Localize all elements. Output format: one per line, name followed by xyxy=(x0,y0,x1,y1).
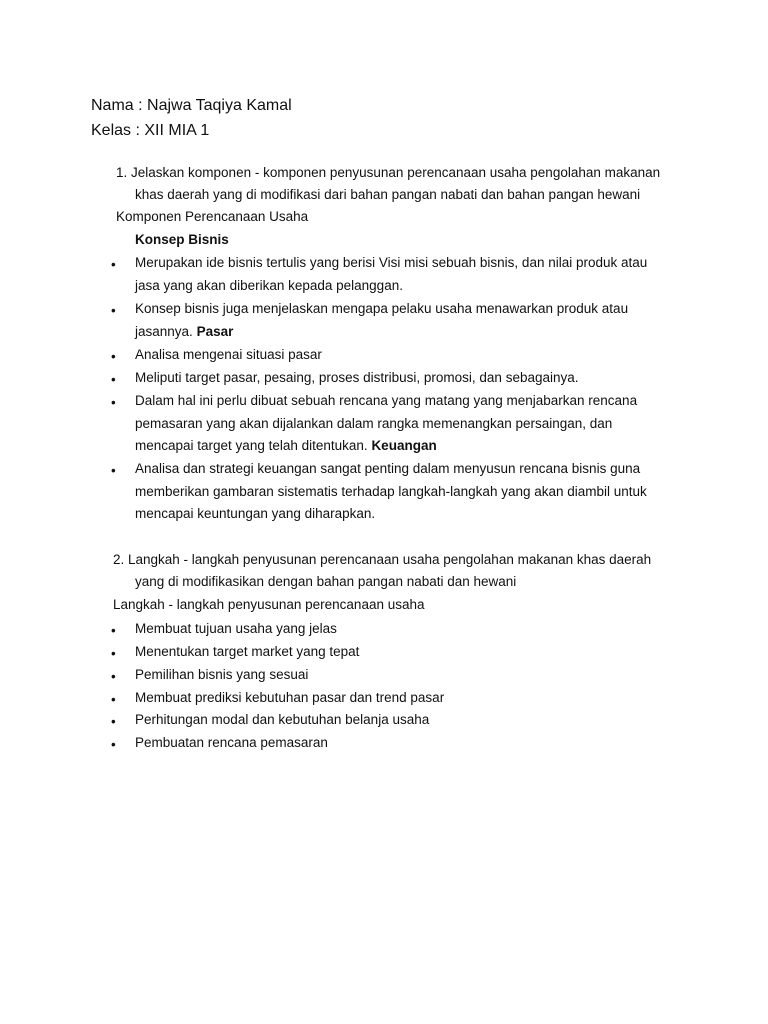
subheading-konsep-bisnis: Konsep Bisnis xyxy=(135,232,229,247)
list-item-line xyxy=(135,321,628,344)
list-item: Pemilihan bisnis yang sesuai xyxy=(135,667,309,682)
list-item: Membuat prediksi kebutuhan pasar dan trend pasar xyxy=(135,690,445,705)
question-2-line-2: yang di modifikasikan dengan bahan pangan nabati dan hewani xyxy=(135,574,517,589)
bullet-marker: • xyxy=(111,463,116,478)
bullet-marker: • xyxy=(111,646,116,661)
list-item xyxy=(135,298,628,343)
bullet-marker: • xyxy=(111,303,116,318)
question-1-line-2: khas daerah yang di modifikasi dari bahan pangan nabati dan bahan pangan hewani xyxy=(135,187,641,202)
question-2-line-1: 2. Langkah - langkah penyusunan perencanaan usaha pengolahan makanan khas daerah xyxy=(113,552,652,567)
list-item-text: mencapai target yang telah ditentukan. xyxy=(135,438,368,453)
list-item-line xyxy=(135,435,637,458)
bullet-marker: • xyxy=(111,737,116,752)
list-item xyxy=(135,390,637,458)
list-item-line: mencapai keuntungan yang diharapkan. xyxy=(135,506,376,521)
list-item: Perhitungan modal dan kebutuhan belanja usaha xyxy=(135,712,430,727)
bullet-marker: • xyxy=(111,349,116,364)
subheading-pasar: Pasar xyxy=(196,323,234,339)
list-item: Membuat tujuan usaha yang jelas xyxy=(135,621,337,636)
list-item-line: Dalam hal ini perlu dibuat sebuah rencana yang matang yang menjabarkan rencana xyxy=(135,393,638,408)
bullet-marker: • xyxy=(111,714,116,729)
bullet-marker: • xyxy=(111,669,116,684)
list-item-line: memberikan gambaran sistematis terhadap langkah-langkah yang akan diambil untuk xyxy=(135,483,647,499)
list-item-line: jasa yang akan diberikan kepada pelanggan. xyxy=(135,277,403,293)
list-item: Pembuatan rencana pemasaran xyxy=(135,735,328,750)
bullet-marker: • xyxy=(111,623,116,638)
list-item xyxy=(135,367,579,390)
student-class: Kelas : XII MIA 1 xyxy=(91,122,210,139)
list-item-line: Konsep bisnis juga menjelaskan mengapa pelaku usaha menawarkan produk atau xyxy=(135,301,629,316)
bullet-marker: • xyxy=(111,395,116,410)
student-name: Nama : Najwa Taqiya Kamal xyxy=(91,97,292,114)
list-item-line: pemasaran yang akan dijalankan dalam rangka memenangkan persaingan, dan xyxy=(135,415,613,431)
question-1-line-1: 1. Jelaskan komponen - komponen penyusunan perencanaan usaha pengolahan makanan xyxy=(116,165,661,180)
list-item-line: Meliputi target pasar, pesaing, proses distribusi, promosi, dan sebagainya. xyxy=(135,370,579,385)
bullet-marker: • xyxy=(111,372,116,387)
list-item-text: jasannya. xyxy=(135,323,193,339)
list-item-line: Analisa mengenai situasi pasar xyxy=(135,347,322,362)
section-2-heading: Langkah - langkah penyusunan perencanaan usaha xyxy=(113,597,425,612)
list-item-line: Merupakan ide bisnis tertulis yang berisi Visi misi sebuah bisnis, dan nilai produk atau xyxy=(135,255,648,270)
bullet-marker: • xyxy=(111,692,116,707)
list-item xyxy=(135,252,647,297)
subheading-keuangan: Keuangan xyxy=(371,438,437,453)
list-item: Menentukan target market yang tepat xyxy=(135,644,360,659)
list-item xyxy=(135,344,322,367)
bullet-marker: • xyxy=(111,257,116,272)
list-item-line: Analisa dan strategi keuangan sangat penting dalam menyusun rencana bisnis guna xyxy=(135,461,641,476)
list-item xyxy=(135,458,647,526)
section-1-heading: Komponen Perencanaan Usaha xyxy=(116,209,309,224)
